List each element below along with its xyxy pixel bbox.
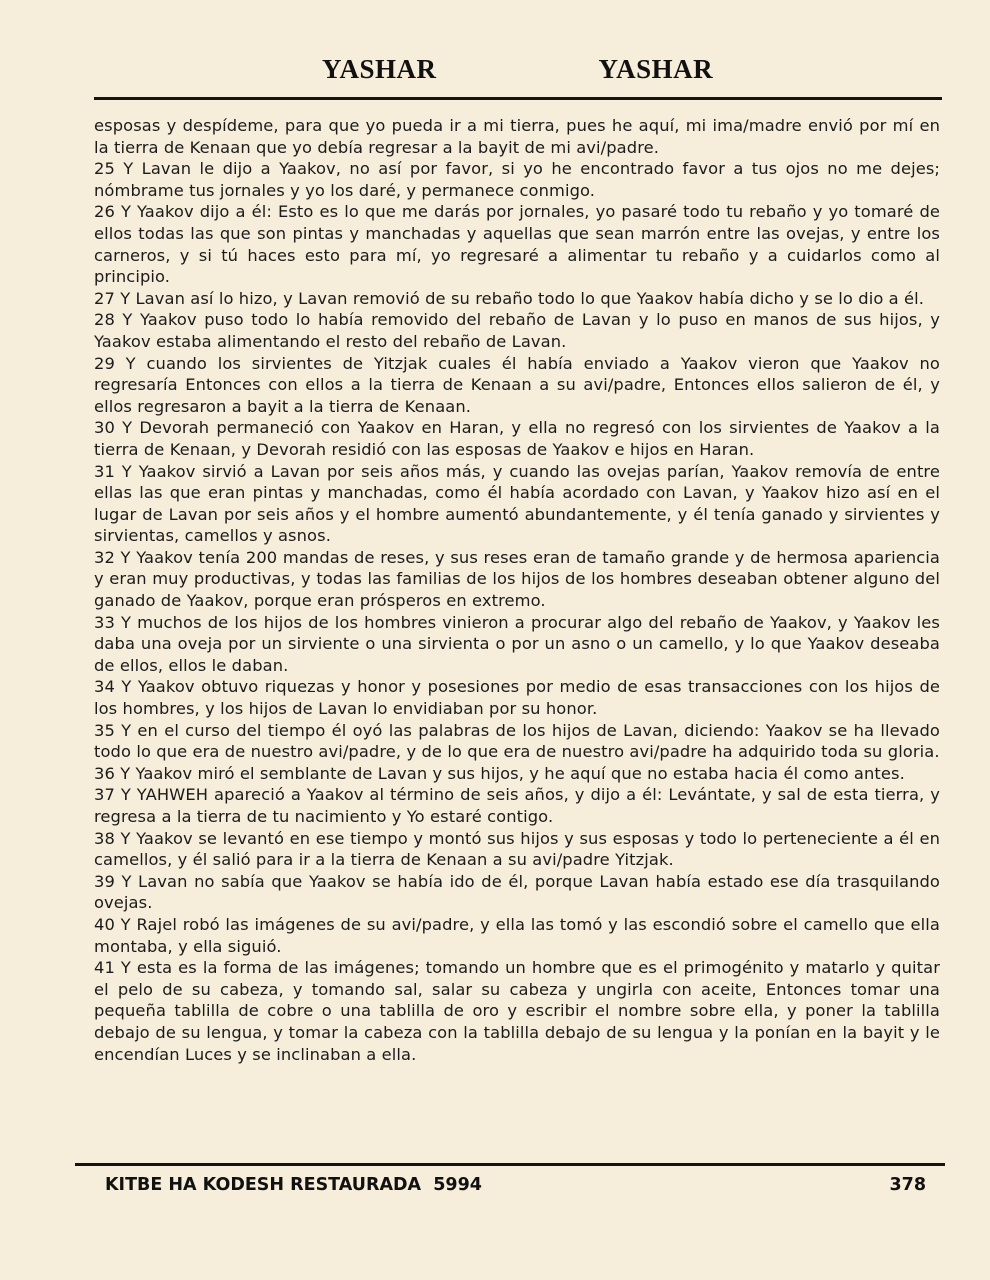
page-footer [105,1175,926,1195]
verse-paragraph: 34 Y Yaakov obtuvo riquezas y honor y posesiones por medio de esas transacciones con los hijos de los hombres, y los hijos de Lavan lo envidiaban por su honor. [94,677,940,719]
verse-paragraph: 27 Y Lavan así lo hizo, y Lavan removió de su rebaño todo lo que Yaakov había dicho y se lo dio a él. [94,288,925,308]
page-number: 378 [889,1175,926,1195]
footer-rule [75,1163,945,1166]
verse-paragraph: 35 Y en el curso del tiempo él oyó las palabras de los hijos de Lavan, diciendo: Yaakov se ha llevado todo lo que era de nuestro avi/padre, y de lo que era de nuestro avi/padre ha adquirido toda su gloria. [94,720,940,762]
verse-paragraph: 26 Y Yaakov dijo a él: Esto es lo que me darás por jornales, yo pasaré todo tu rebaño y yo tomaré de ellos todas las que son pintas y manchadas y aquellas que sean marrón entre las ovejas, y entre los carneros, y si tú haces esto para mí, yo regresaré a alimentar tu rebaño y a cuidarlos como al principio. [94,202,940,287]
verse-paragraph: 36 Y Yaakov miró el semblante de Lavan y sus hijos, y he aquí que no estaba hacia él como antes. [94,763,905,783]
verse-paragraph: 39 Y Lavan no sabía que Yaakov se había ido de él, porque Lavan había estado ese día trasquilando ovejas. [94,871,940,913]
verse-paragraph: 32 Y Yaakov tenía 200 mandas de reses, y sus reses eran de tamaño grande y de hermosa apariencia y eran muy productivas, y todas las familias de los hijos de los hombres deseaban obtener alguno del ganado de Yaakov, porque eran prósperos en extremo. [94,547,940,611]
running-title-right: YASHAR [598,54,714,84]
verse-paragraph: 28 Y Yaakov puso todo lo había removido del rebaño de Lavan y lo puso en manos de sus hijos, y Yaakov estaba alimentando el resto del rebaño de Lavan. [94,310,940,351]
page-header [0,0,990,85]
verse-list [94,115,940,1065]
verse-paragraph: 31 Y Yaakov sirvió a Lavan por seis años más, y cuando las ovejas parían, Yaakov removía de entre ellas las que eran pintas y manchadas, como él había acordado con Lavan, y Yaakov hizo así en el lugar de Lavan por seis años y el hombre aumentó abundantemente, y él tenía ganado y sirvientes y sirvientas, camellos y asnos. [94,461,940,546]
verse-paragraph: 33 Y muchos de los hijos de los hombres vinieron a procurar algo del rebaño de Yaakov, y Yaakov les daba una oveja por un sirviente o una sirvienta o por un asno o un camello, y lo que Yaakov deseaba de ellos, ellos le daban. [94,612,940,675]
verse-paragraph: 25 Y Lavan le dijo a Yaakov, no así por favor, si yo he encontrado favor a tus ojos no me dejes; nómbrame tus jornales y yo los daré, y permanece conmigo. [94,159,940,200]
verse-paragraph: 37 Y YAHWEH apareció a Yaakov al término de seis años, y dijo a él: Levántate, y sal de esta tierra, y regresa a la tierra de tu nacimiento y Yo estaré contigo. [94,785,940,826]
header-rule [94,97,942,100]
footer-title: KITBE HA KODESH RESTAURADA 5994 [105,1175,482,1195]
running-title-left: YASHAR [322,54,437,84]
verse-paragraph: 41 Y esta es la forma de las imágenes; tomando un hombre que es el primogénito y matarlo y quitar el pelo de su cabeza, y tomando sal, salar su cabeza y ungirla con aceite, Entonces tomar una pequeña tablilla de cobre o una tablilla de oro y escribir el nombre sobre ella, y poner la tablilla debajo de su lengua, y tomar la cabeza con la tablilla debajo de su lengua y la ponían en la bayit y le encendían Luces y se inclinaban a ella. [94,958,940,1064]
verse-paragraph: esposas y despídeme, para que yo pueda ir a mi tierra, pues he aquí, mi ima/madre envió por mí en la tierra de Kenaan que yo debía regresar a la bayit de mi avi/padre. [94,116,940,157]
verse-paragraph: 30 Y Devorah permaneció con Yaakov en Haran, y ella no regresó con los sirvientes de Yaakov a la tierra de Kenaan, y Devorah residió con las esposas de Yaakov e hijos en Haran. [94,418,940,459]
verse-paragraph: 40 Y Rajel robó las imágenes de su avi/padre, y ella las tomó y las escondió sobre el camello que ella montaba, y ella siguió. [94,914,940,956]
verse-paragraph: 29 Y cuando los sirvientes de Yitzjak cuales él había enviado a Yaakov vieron que Yaakov no regresaría Entonces con ellos a la tierra de Kenaan a su avi/padre, Entonces ellos salieron de él, y ellos regresaron a bayit a la tierra de Kenaan. [94,353,940,416]
verse-paragraph: 38 Y Yaakov se levantó en ese tiempo y montó sus hijos y sus esposas y todo lo perteneciente a él en camellos, y él salió para ir a la tierra de Kenaan a su avi/padre Yitzjak. [94,828,940,870]
